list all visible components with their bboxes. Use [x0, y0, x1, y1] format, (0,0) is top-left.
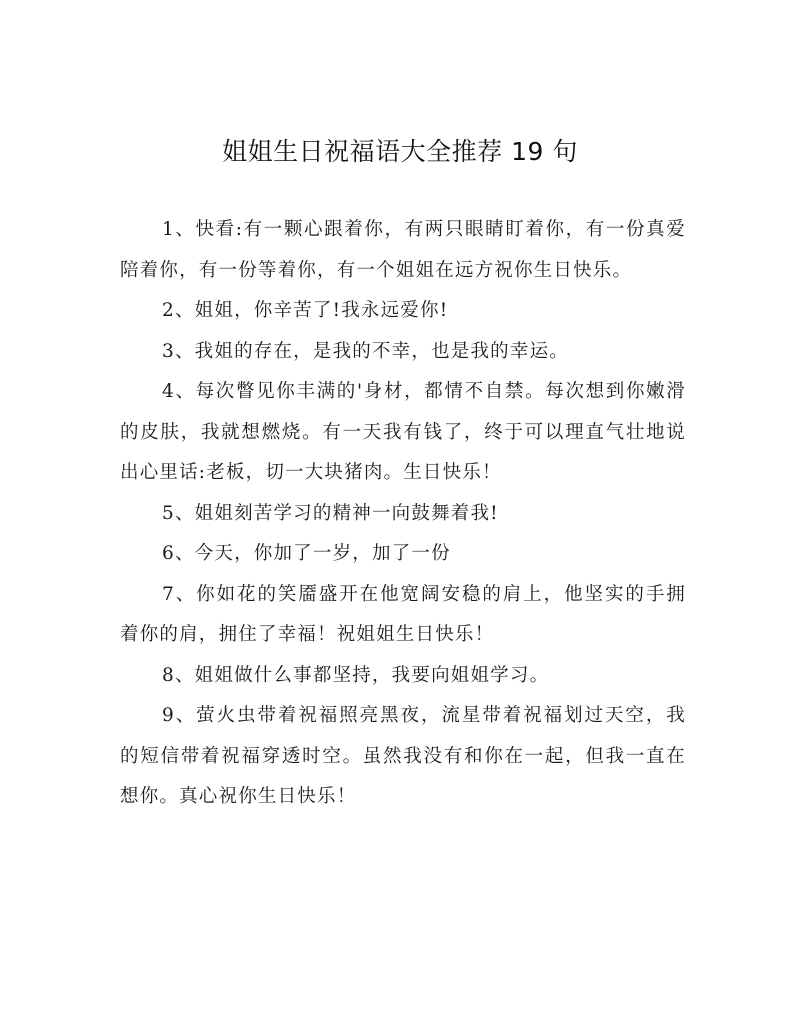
paragraph: 3、我姐的存在，是我的不幸，也是我的幸运。: [162, 340, 569, 362]
document-title: 姐姐生日祝福语大全推荐 19 句: [222, 137, 578, 166]
paragraph: 1、快看:有一颗心跟着你，有两只眼睛盯着你，有一份真爱陪着你，有一份等着你，有一个姐姐在远方祝你生日快乐。: [120, 219, 686, 281]
paragraph: 7、你如花的笑靥盛开在他宽阔安稳的肩上，他坚实的手拥着你的肩，拥住了幸福！祝姐姐生日快乐！: [120, 583, 686, 645]
paragraph: 2、姐姐，你辛苦了!我永远爱你!: [162, 300, 449, 321]
paragraph: 5、姐姐刻苦学习的精神一向鼓舞着我!: [162, 502, 499, 524]
paragraph: 8、姐姐做什么事都坚持，我要向姐姐学习。: [162, 664, 550, 686]
document-body: [120, 210, 686, 818]
paragraph: 4、每次瞥见你丰满的'身材，都情不自禁。每次想到你嫩滑的皮肤，我就想燃烧。有一天我有钱了，终于可以理直气壮地说出心里话:老板，切一大块猪肉。生日快乐！: [120, 381, 686, 483]
paragraph: 9、萤火虫带着祝福照亮黑夜，流星带着祝福划过天空，我的短信带着祝福穿透时空。虽然我没有和你在一起，但我一直在想你。真心祝你生日快乐！: [120, 705, 686, 807]
paragraph: 6、今天，你加了一岁，加了一份: [162, 543, 451, 564]
